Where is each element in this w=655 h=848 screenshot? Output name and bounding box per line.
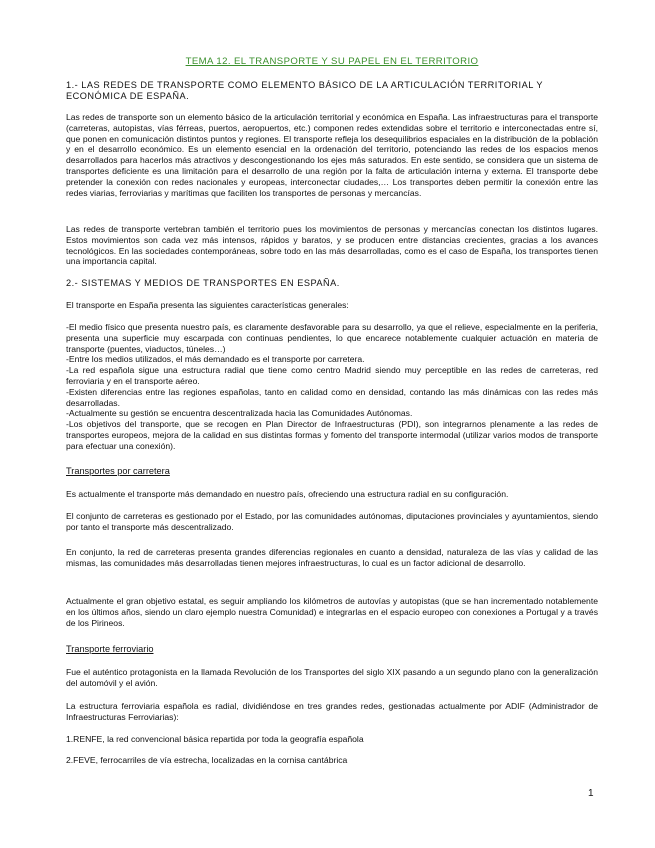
paragraph-1: Las redes de transporte son un elemento básico de la articulación territorial y económica en España. Las infraestructuras para el transporte (carreteras, autopistas, vías férreas, puertos, aeropuertos, etc.) componen redes extendidas sobre el territorio e interconectadas entre sí, que ponen en comunicación distintos puntos y regiones. El transporte refleja los desequilibrios espaciales en la distribución de la población y en el desarrollo económico. Es un elemento esencial en la ordenación del territorio, potenciando las redes de los espacios menos desarrollados para hacerlos más atractivos y descongestionando los ejes más saturados. En este sentido, se considera que un sistema de transportes deficiente es una limitación para el desarrollo de una región por la falta de articulación interna y externa. El transporte debe pretender la conexión con redes nacionales y europeas, interconectar ciudades,… Los transportes deben permitir la conexión entre las redes viarias, ferroviarias y marítimas que faciliten los transportes de personas y mercancías.: [66, 112, 598, 198]
subheading-road-transport: Transportes por carretera: [66, 466, 170, 476]
list-item: -Los objetivos del transporte, que se recogen en Plan Director de Infraestructuras (PDI), son integrarnos plenamente a las redes de transportes europeos, mejora de la calidad en sus distintas formas y fomento del transporte intermodal (utilizar varios modos de transporte para efectuar una conexión).: [66, 419, 598, 451]
paragraph-6: En conjunto, la red de carreteras presenta grandes diferencias regionales en cuanto a densidad, naturaleza de las vías y calidad de las mismas, las comunidades más desarrolladas tienen mejores infraestructuras, lo cual es un factor adicional de desarrollo.: [66, 547, 598, 568]
page-number: 1: [588, 788, 594, 799]
paragraph-5: El conjunto de carreteras es gestionado por el Estado, por las comunidades autónomas, diputaciones provinciales y ayuntamientos, siendo por tanto el transporte más descentralizado.: [66, 511, 598, 532]
list-item: -El medio físico que presenta nuestro país, es claramente desfavorable para su desarrollo, ya que el relieve, especialmente en la periferia, presenta una superficie muy escarpada con continuas pendientes, lo que encarece notablemente cualquier actuación en materia de transporte (puentes, viaductos, túneles…): [66, 322, 598, 354]
paragraph-9: La estructura ferroviaria española es radial, dividiéndose en tres grandes redes, gestionadas actualmente por ADIF (Administrador de Infraestructuras Ferroviarias):: [66, 701, 598, 722]
list-item: -Actualmente su gestión se encuentra descentralizada hacia las Comunidades Autónomas.: [66, 408, 413, 419]
paragraph-4: Es actualmente el transporte más demandado en nuestro país, ofreciendo una estructura radial en su configuración.: [66, 489, 509, 499]
section-2-heading: 2.- SISTEMAS Y MEDIOS DE TRANSPORTES EN ESPAÑA.: [66, 278, 340, 288]
list-item: -Existen diferencias entre las regiones españolas, tanto en calidad como en densidad, contando las más dinámicas con las redes más desarrolladas.: [66, 386, 598, 408]
paragraph-10: 1.RENFE, la red convencional básica repartida por toda la geografía española: [66, 734, 364, 744]
characteristics-list: [66, 322, 598, 452]
section-1-heading: 1.- LAS REDES DE TRANSPORTE COMO ELEMENTO BÁSICO DE LA ARTICULACIÓN TERRITORIAL Y ECONÓMICA DE ESPAÑA.: [66, 80, 543, 101]
list-item: -La red española sigue una estructura radial que tiene como centro Madrid siendo muy perceptible en las redes de carreteras, red ferroviaria y en el transporte aéreo.: [66, 365, 598, 386]
paragraph-3: El transporte en España presenta las siguientes características generales:: [66, 300, 349, 310]
list-item: -Entre los medios utilizados, el más demandado es el transporte por carretera.: [66, 354, 365, 365]
paragraph-8: Fue el auténtico protagonista en la llamada Revolución de los Transportes del siglo XIX pasando a un segundo plano con la generalización del automóvil y el avión.: [66, 667, 598, 688]
paragraph-11: 2.FEVE, ferrocarriles de vía estrecha, localizadas en la cornisa cantábrica: [66, 755, 348, 765]
document-title: TEMA 12. EL TRANSPORTE Y SU PAPEL EN EL TERRITORIO: [185, 56, 479, 67]
subheading-rail-transport: Transporte ferroviario: [66, 644, 154, 654]
paragraph-7: Actualmente el gran objetivo estatal, es seguir ampliando los kilómetros de autovías y autopistas (que se han incrementado notablemente en los últimos años, siendo un claro ejemplo nuestra Comunidad) e integrarlas en el espacio europeo con conexiones a Portugal y a través de los Pirineos.: [66, 596, 598, 628]
paragraph-2: Las redes de transporte vertebran también el territorio pues los movimientos de personas y mercancías conectan los distintos lugares. Estos movimientos son cada vez más intensos, rápidos y baratos, y se producen entre distancias crecientes, gracias a los avances tecnológicos. En las sociedades contemporáneas, sobre todo en las más desarrolladas, como es el caso de España, los transportes tienen una importancia capital.: [66, 224, 598, 267]
